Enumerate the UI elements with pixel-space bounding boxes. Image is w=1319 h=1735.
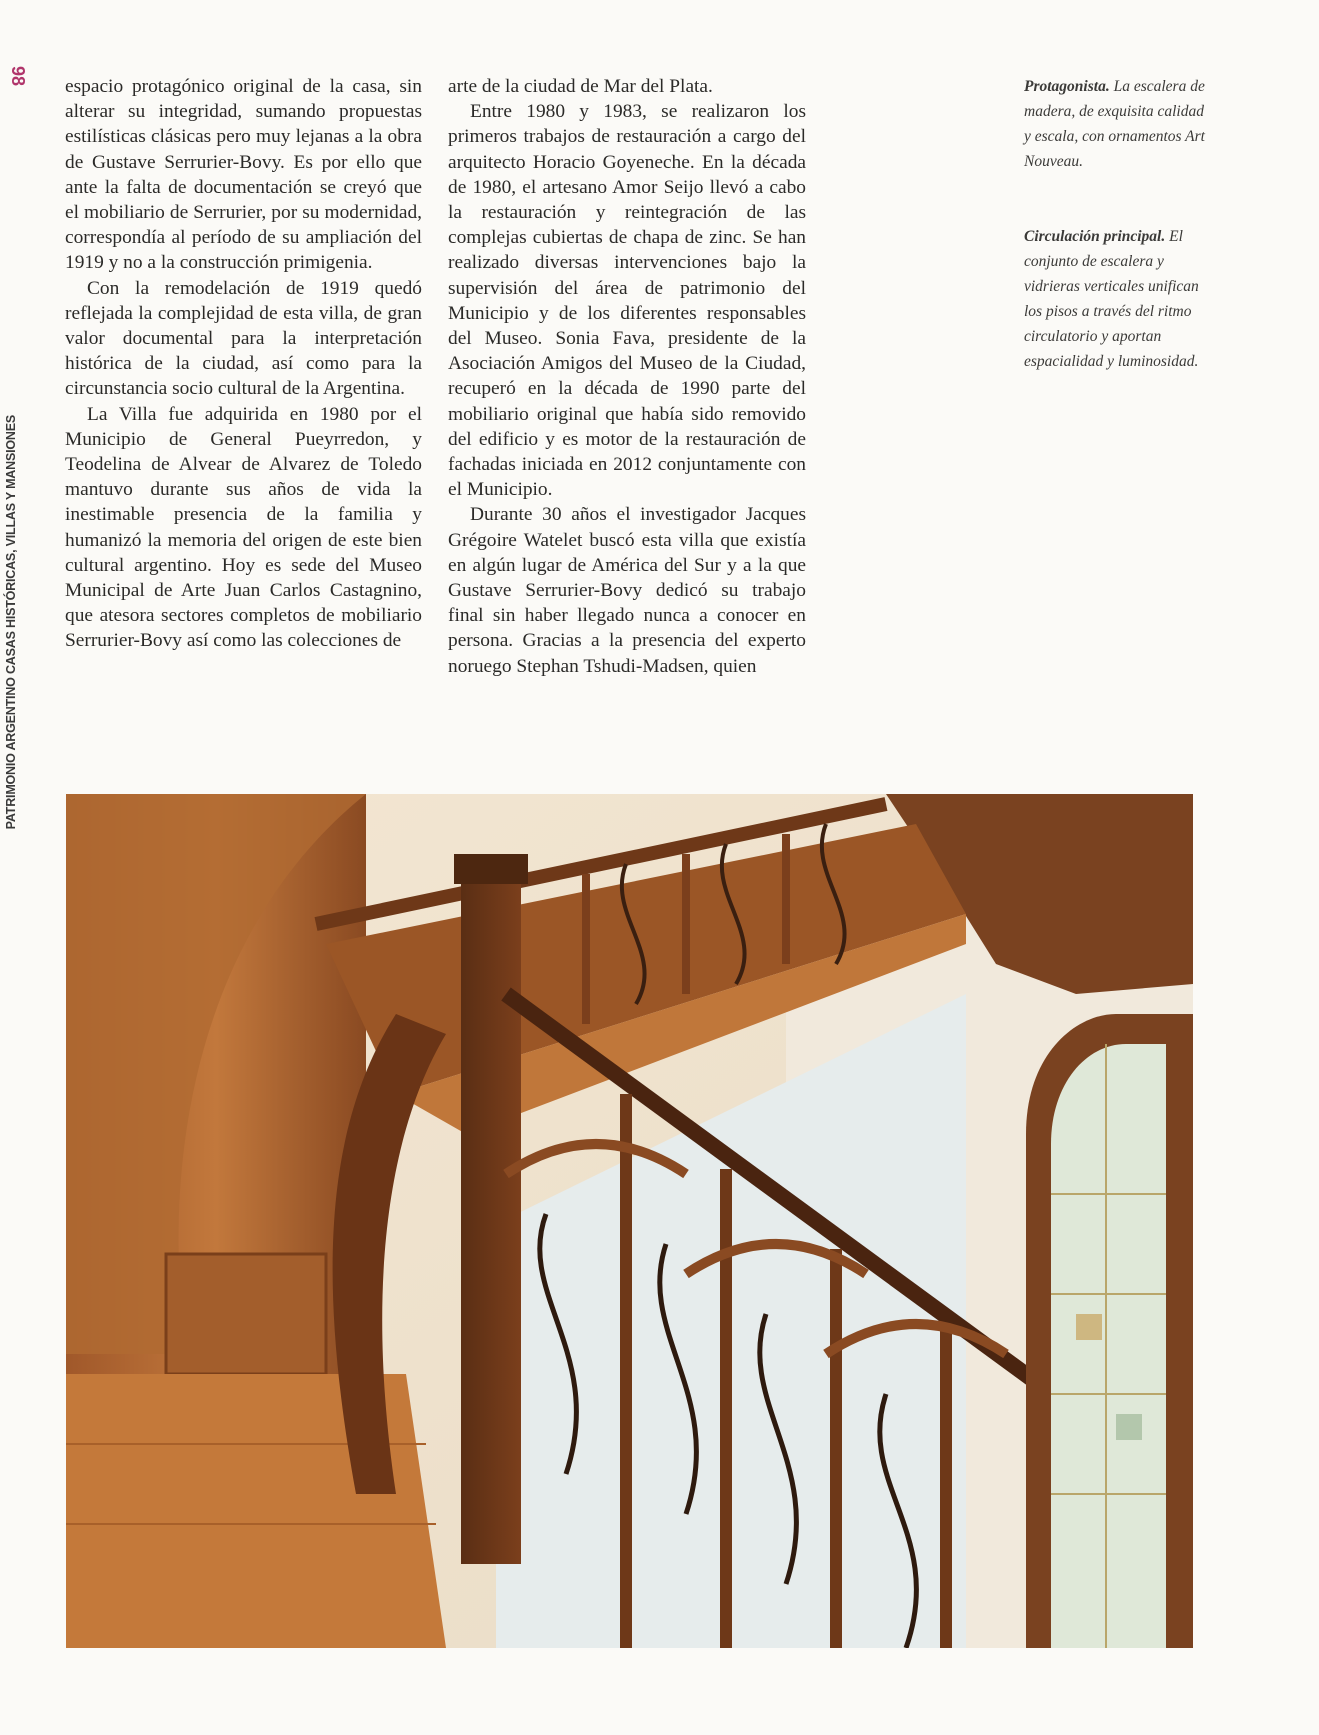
staircase-illustration <box>66 794 1193 1648</box>
paragraph: arte de la ciudad de Mar del Plata. <box>448 76 713 97</box>
running-header: PATRIMONIO ARGENTINO CASAS HISTÓRICAS, VILLAS Y MANSIONES <box>4 415 18 830</box>
caption-text: El conjunto de escalera y vidrieras verticales unifican los pisos a través del ritmo circulatorio y aportan espacialidad y luminosidad. <box>1024 228 1199 370</box>
caption-circulacion <box>1024 224 1214 374</box>
page-number: 98 <box>8 66 28 87</box>
text-column-1 <box>65 74 422 654</box>
paragraph: Entre 1980 y 1983, se realizaron los primeros trabajos de restauración a cargo del arquitecto Horacio Goyeneche. En la década de 1980, el artesano Amor Seijo llevó a cabo la restauración y reintegración de las complejas cubiertas de chapa de zinc. Se han realizado diversas intervenciones bajo la supervisión del área de patrimonio del Municipio y de los diferentes responsables del Museo. Sonia Fava, presidente de la Asociación Amigos del Museo de la Ciudad, recuperó en la década de 1990 parte del mobiliario original que había sido removido del edificio y es motor de la restauración de fachadas iniciada en 2012 conjuntamente con el Municipio. <box>448 101 806 501</box>
paragraph: La Villa fue adquirida en 1980 por el Municipio de General Pueyrredon, y Teodelina de Alvear de Alvarez de Toledo mantuvo durante sus años de vida la inestimable presencia de la familia y humanizó la memoria del origen de este bien cultural argentino. Hoy es sede del Museo Municipal de Arte Juan Carlos Castagnino, que atesora sectores completos de mobiliario Serrurier-Bovy así como las colecciones de <box>65 403 422 652</box>
staircase-photo <box>66 794 1193 1648</box>
caption-text: La escalera de madera, de exquisita calidad y escala, con ornamentos Art Nouveau. <box>1024 78 1205 170</box>
paragraph: espacio protagónico original de la casa, sin alterar su integridad, sumando propuestas estilísticas clásicas pero muy lejanas a la obra de Gustave Serrurier-Bovy. Es por ello que ante la falta de documentación se creyó que el mobiliario de Serrurier, por su modernidad, correspondía al período de su ampliación del 1919 y no a la construcción primigenia. <box>65 76 422 274</box>
caption-lead: Circulación principal. <box>1024 228 1166 245</box>
paragraph: Con la remodelación de 1919 quedó reflejada la complejidad de esta villa, de gran valor documental para la interpretación histórica de la ciudad, así como para la circunstancia socio cultural de la Argentina. <box>65 277 422 400</box>
caption-protagonista <box>1024 74 1214 174</box>
paragraph: Durante 30 años el investigador Jacques Grégoire Watelet buscó esta villa que existía en algún lugar de América del Sur y a la que Gustave Serrurier-Bovy dedicó su trabajo final sin haber llegado nunca a conocer en persona. Gracias a la presencia del experto noruego Stephan Tshudi-Madsen, quien <box>448 504 806 677</box>
text-column-2 <box>448 74 806 679</box>
caption-lead: Protagonista. <box>1024 78 1110 95</box>
